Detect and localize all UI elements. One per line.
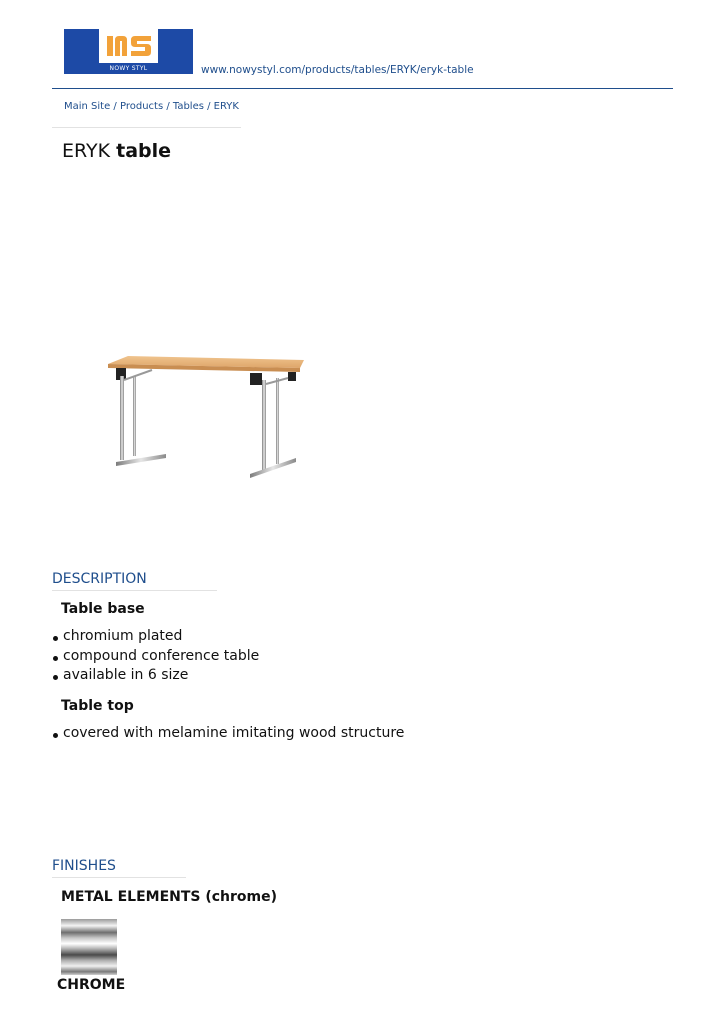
chrome-swatch [61,919,117,975]
product-type: table [116,140,172,162]
product-url-link[interactable]: www.nowystyl.com/products/tables/ERYK/eryk-table [201,64,474,76]
logo-wordmark: NOWY STYL [99,63,158,74]
description-divider [52,590,217,591]
list-item: covered with melamine imitating wood structure [52,724,404,744]
list-item: chromium plated [52,627,259,647]
finishes-heading: FINISHES [52,858,116,874]
description-heading: DESCRIPTION [52,571,147,587]
ns-logo-icon [103,32,155,60]
breadcrumb[interactable]: Main Site / Products / Tables / ERYK [64,101,239,112]
table-top-list [52,724,404,744]
finishes-divider [52,877,186,878]
eryk-table-image [100,350,312,480]
page-title [62,140,171,162]
list-item: compound conference table [52,647,259,667]
table-base-list [52,627,259,686]
list-item: available in 6 size [52,666,259,686]
table-base-heading: Table base [61,601,145,617]
table-top-heading: Table top [61,698,134,714]
product-name: ERYK [62,140,111,162]
metal-elements-heading: METAL ELEMENTS (chrome) [61,889,278,905]
breadcrumb-divider [52,127,241,128]
header-divider [52,88,673,89]
nowy-styl-logo [64,29,193,74]
chrome-swatch-label: CHROME [57,977,126,993]
